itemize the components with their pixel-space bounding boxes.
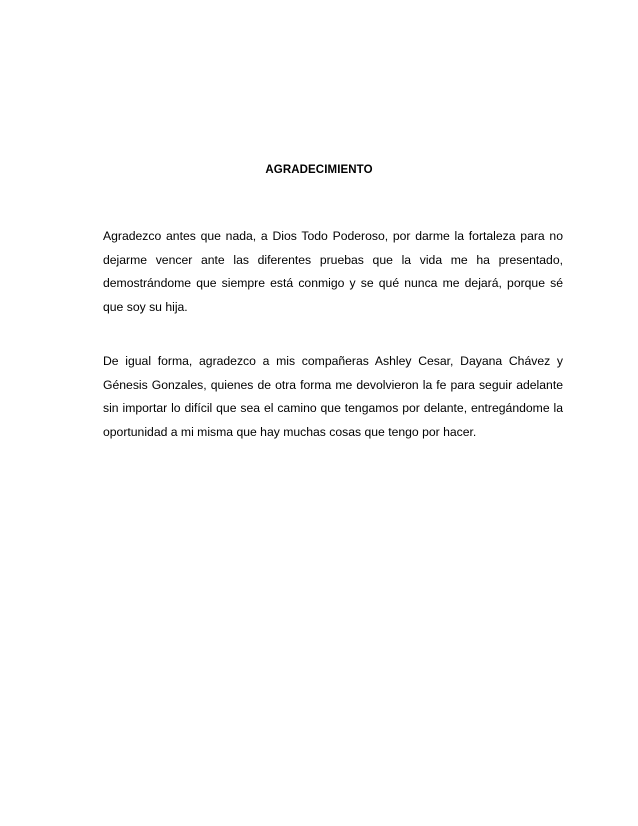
page-title: AGRADECIMIENTO [265,164,373,176]
paragraph-companeras: De igual forma, agradezco a mis compañeras Ashley Cesar, Dayana Chávez y Génesis Gonzales, quienes de otra forma me devolvieron la fe para seguir adelante sin importar lo difícil que sea el camino que tengamos por delante, entregándome la oportunidad a mi misma que hay muchas cosas que tengo por hacer. [103,354,563,440]
paragraph-dios: Agradezco antes que nada, a Dios Todo Poderoso, por darme la fortaleza para no dejarme vencer ante las diferentes pruebas que la vida me ha presentado, demostrándome que siempre está conmigo y se qué nunca me dejará, porque sé que soy su hija. [103,229,563,315]
